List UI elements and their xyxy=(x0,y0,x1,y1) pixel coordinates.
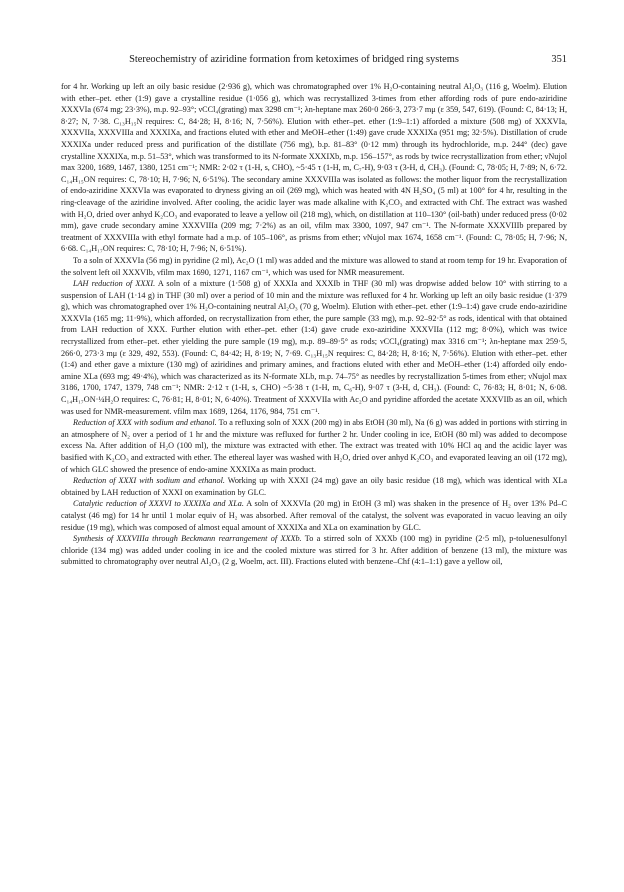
section-lead: Reduction of XXX with sodium and ethanol. xyxy=(73,418,217,428)
section-lead: Catalytic reduction of XXXVI to XXXIXa and XLa. xyxy=(73,499,244,509)
section-lead: Reduction of XXXI with sodium and ethanol. xyxy=(73,476,225,486)
page-header xyxy=(61,54,567,72)
page-number: 351 xyxy=(551,54,567,65)
paragraph-text: for 4 hr. Working up left an oily basic residue (2·936 g), which was chromatographed over 1% H₂O-containing neutral Al₂O₃ (116 g, Woelm). Elution with ether–pet. ether (1:9) gave a crystalline residue (1·056 g), which was recrystallized 3-times from ether affording rods of pure endo-aziridine XXXVIa (674 mg; 23·3%), m.p. 92–93°; νCCl₄(grating) max 3298 cm⁻¹; λn-heptane max 260·0 266·3, 273·7 mμ (ε 359, 547, 619). (Found: C, 84·13; H, 8·27; N, 7·38. C₁₃H₁₅N requires: C, 84·28; H, 8·16; N, 7·56%). Elution with ether–pet. ether (1:9–1:1) afforded a mixture (508 mg) of XXXVIa, XXXVIIa, XXXVIIIa and XXXIXa, and fractions eluted with ether and MeOH–ether (1:49) gave crude XXXIXa (951 mg; 32·5%). Distillation of crude XXXIXa under reduced press and purification of the distillate (756 mg), b.p. 81–83° (0·12 mm) through its hydrochloride, m.p. 244° (dec) gave crystalline XXXIXa, m.p. 51–53°, which was transformed to its N-formate XXXIXb, m.p. 156–157°, as rods by twice recrystallization from ether; νNujol max 3200, 1689, 1467, 1380, 1251 cm⁻¹; NMR: 2·02 τ (1-H, s, CHO), ~5·45 τ (1-H, m, C₇-H), 9·03 τ (3-H, d, CH₃). (Found: C, 78·05; H, 7·89; N, 6·72. C₁₄H₁₅ON requires: C, 78·10; H, 7·96; N, 6·51%). The secondary amine XXXVIIIa was isolated as follows: the mother liquor from the recrystallization of endo-aziridine XXXVIa was evaporated to dryness giving an oil (269 mg), which was heated with 4N H₂SO₄ (5 ml) at 100° for 4 hr, resulting in the ring-cleavage of the aziridine involved. After cooling, the acidic layer was made alkaline with K₂CO₃ and extracted with Chf. The extract was washed with H₂O, dried over anhyd K₂CO₃ and evaporated to leave a yellow oil (218 mg), which, on distillation at 110–130° (oil-bath) under reduced press (0·02 mm), gave crude secondary amine XXXVIIIa (209 mg; 7·2%) as an oil, νfilm max 3300, 1097, 947 cm⁻¹. The N-formate XXXVIIIb prepared by treatment of XXXVIIIa with ethyl formate had a m.p. of 105–106°, as prisms from ether; νNujol max 1674, 1658 cm⁻¹. (Found: C, 78·05; H, 7·96; N, 6·68. C₁₄H₁₇ON requires: C, 78·10; H, 7·96; N, 6·51%). xyxy=(61,82,567,254)
article-body xyxy=(61,81,567,568)
section-lead: LAH reduction of XXXI. xyxy=(73,279,156,289)
paragraph-text: To a stirred soln of XXXb (100 mg) in pyridine (2·5 ml), p-toluenesulfonyl chloride (134 mg) was added under cooling in ice and the cooled mixture was stirred for 3 hr. After addition of benzene (13 ml), the mixture was submitted to chromatography over neutral Al₂O₃ (2 g, Woelm, act. III). Fractions eluted with benzene–Chf (4:1–1:1) gave a yellow oil, xyxy=(61,534,568,567)
paragraph-catalytic-reduction xyxy=(61,498,567,533)
paragraph-text: Working up with XXXI (24 mg) gave an oily basic residue (18 mg), which was identical with XLa obtained by LAH reduction of XXXI on examination by GLC. xyxy=(61,476,567,497)
paragraph-acetylation xyxy=(61,255,567,278)
paragraph-continuation xyxy=(61,81,567,255)
paragraph-sodium-reduction-xxxi xyxy=(61,475,567,498)
paragraph-text: To a soln of XXXVIa (56 mg) in pyridine (2 ml), Ac₂O (1 ml) was added and the mixture was allowed to stand at room temp for 19 hr. Evaporation of the solvent left oil XXXVIb, νfilm max 1690, 1271, 1167 cm⁻¹, which was used for NMR measurement. xyxy=(61,255,567,277)
running-title: Stereochemistry of aziridine formation from ketoximes of bridged ring systems xyxy=(129,54,459,65)
paragraph-text: A soln of a mixture (1·508 g) of XXXIa and XXXIb in THF (30 ml) was dropwise added below 10° with stirring to a suspension of LAH (1·14 g) in THF (30 ml) over a period of 10 min and the mixture was refluxed for 4 hr. Working up left an oily basic residue (1·379 g), which was chromatographed over 1% H₂O-containing neutral Al₂O₃ (70 g, Woelm). Elution with ether–pet. ether (1:9–1:4) gave crude endo-aziridine XXXVIa (165 mg; 11·9%), which afforded, on recrystallization from ether, the pure sample (33 mg), m.p. 92–92·5° as rods, identical with that obtained from LAH reduction of XXX. Further elution with ether–pet. ether (1:4) gave crude exo-aziridine XXXVIIa (112 mg; 8·0%), which was twice recrystallized from ether–pet. ether yielding the pure sample (19 mg), m.p. 89–89·5° as rods; νCCl₄(grating) max 3316 cm⁻¹; λn-heptane max 259·5, 266·0, 273·3 mμ (ε 329, 492, 553). (Found: C, 84·42; H, 8·19; N, 7·69. C₁₃H₁₅N requires: C, 84·28; H, 8·16; N, 7·56%). Elution with ether–pet. ether (1:4) and ether gave a mixture (130 mg) of aziridines and primary amines, and fractions eluted with ether and MeOH–ether (1:4) afforded oily endo-amine XLa (693 mg; 49·4%), which was characterized as its N-formate XLb, m.p. 74–75° as needles by recrystallization 5-times from ether; νNujol max 3186, 1700, 1747, 1379, 748 cm⁻¹; NMR: 2·12 τ (1-H, s, CHO) ~5·38 τ (1-H, m, C₆-H), 9·07 τ (3-H, d, CH₃). (Found: C, 76·83; H, 8·01; N, 6·08. C₁₄H₁₇ON·¼H₂O requires: C, 76·81; H, 8·01; N, 6·40%). Treatment of XXXVIIa with Ac₂O and pyridine afforded the acetate XXXVIIb as an oil, which was used for NMR-measurement. νfilm max 1689, 1264, 1176, 984, 751 cm⁻¹. xyxy=(61,279,567,416)
paragraph-lah-reduction xyxy=(61,278,567,417)
paragraph-text: A soln of XXXVIa (20 mg) in EtOH (3 ml) was shaken in the presence of H₂ over 13% Pd–C catalyst (46 mg) for 14 hr until 1 molar equiv of H₂ was absorbed. After removal of the catalyst, the solvent was evaporated in vacuo leaving an oily residue (19 mg), which was composed of almost equal amount of XXXIXa and XLa on examination by GLC. xyxy=(61,499,567,532)
section-lead: Synthesis of XXXVIIIa through Beckmann rearrangement of XXXb. xyxy=(73,534,302,544)
paragraph-text: To a refluxing soln of XXX (200 mg) in abs EtOH (30 ml), Na (6 g) was added in portions with stirring in an atmosphere of N₂ over a period of 1 hr and the mixture was refluxed for further 2 hr. Under cooling in ice, EtOH (80 ml) was added to decompose excess Na. After addition of H₂O (100 ml), the mixture was extracted with ether. The extract was treated with 10% HCl aq and the acidic layer was basified with K₂CO₃ and extracted with ether. The ethereal layer was washed with H₂O, dried over anhyd K₂CO₃ and evaporated leaving an oil (172 mg), of which GLC showed the presence of endo-amine XXXIXa as main product. xyxy=(61,418,568,474)
paragraph-sodium-reduction-xxx xyxy=(61,417,567,475)
paragraph-beckmann-synthesis xyxy=(61,533,567,568)
